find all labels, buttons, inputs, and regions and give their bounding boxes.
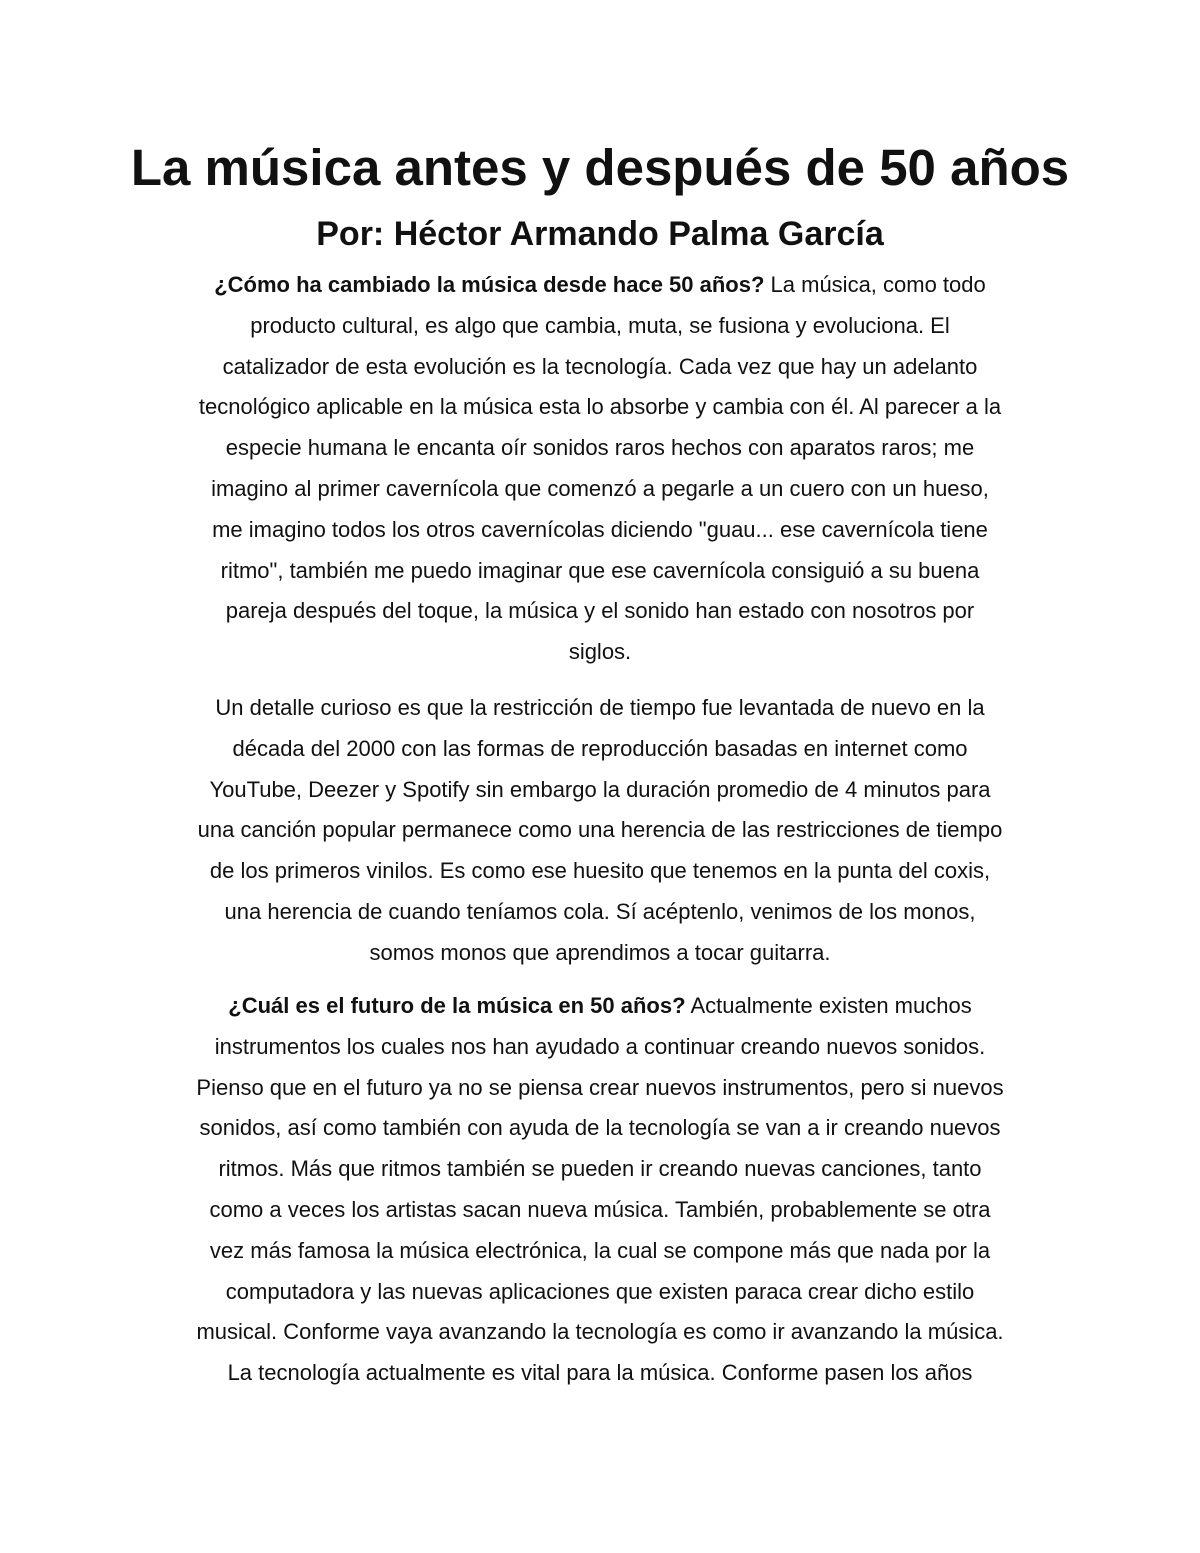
paragraph-1-line: siglos. xyxy=(568,639,632,665)
paragraph-1-line-rest: La música, como todo xyxy=(764,272,986,297)
paragraph-1-line: especie humana le encanta oír sonidos raros hechos con aparatos raros; me xyxy=(225,435,975,461)
paragraph-1-line: catalizador de esta evolución es la tecnología. Cada vez que hay un adelanto xyxy=(222,353,978,379)
paragraph-3-line: como a veces los artistas sacan nueva música. También, probablemente se otra xyxy=(209,1196,991,1222)
paragraph-2-line: Un detalle curioso es que la restricción de tiempo fue levantada de nuevo en la xyxy=(215,695,985,720)
paragraph-3-line: Pienso que en el futuro ya no se piensa crear nuevos instrumentos, pero si nuevos xyxy=(196,1074,1004,1100)
document-author: Por: Héctor Armando Palma García xyxy=(316,215,884,253)
last-line-word: actualmente xyxy=(365,1360,486,1386)
paragraph-3-line: computadora y las nuevas aplicaciones que existen paraca crear dicho estilo xyxy=(225,1278,975,1304)
paragraph-3-line: vez más famosa la música electrónica, la cual se compone más que nada por la xyxy=(209,1237,991,1263)
paragraph-3-line: instrumentos los cuales nos han ayudado a continuar creando nuevos sonidos. xyxy=(214,1033,986,1059)
last-line-word: música. Conforme pasen los años xyxy=(639,1360,973,1386)
paragraph-2-line: somos monos que aprendimos a tocar guitarra. xyxy=(369,939,831,965)
paragraph-1-line: pareja después del toque, la música y el sonido han estado con nosotros por xyxy=(225,598,975,624)
paragraph-2-line: década del 2000 con las formas de reproducción basadas en internet como xyxy=(232,735,968,761)
paragraph-2-line: YouTube, Deezer y Spotify sin embargo la duración promedio de 4 minutos para xyxy=(209,776,991,802)
paragraph-1-line: tecnológico aplicable en la música esta lo absorbe y cambia con él. Al parecer a la xyxy=(198,394,1002,420)
paragraph-2-line: de los primeros vinilos. Es como ese huesito que tenemos en la punta del coxis, xyxy=(209,858,991,884)
paragraph-3-last-line xyxy=(160,1353,1040,1394)
last-line-word: vital xyxy=(521,1360,561,1386)
paragraph-2-line: una canción popular permanece como una herencia de las restricciones de tiempo xyxy=(197,817,1003,843)
paragraph-2-line: una herencia de cuando teníamos cola. Sí acéptenlo, venimos de los monos, xyxy=(224,898,976,924)
paragraph-3-line xyxy=(160,986,1040,1027)
last-line-word: es xyxy=(491,1360,516,1386)
paragraph-1-line: producto cultural, es algo que cambia, muta, se fusiona y evoluciona. El xyxy=(250,312,950,338)
paragraph-2 xyxy=(160,688,1040,974)
paragraph-1-line xyxy=(160,265,1040,306)
paragraph-1-line: me imagino todos los otros cavernícolas diciendo "guau... ese cavernícola tiene xyxy=(212,516,988,542)
last-line-word: La tecnología xyxy=(227,1360,360,1386)
paragraph-3 xyxy=(160,986,1040,1394)
last-line-word: para la xyxy=(566,1360,634,1386)
paragraph-1-line: ritmo", también me puedo imaginar que ese cavernícola consiguió a su buena xyxy=(220,557,980,583)
paragraph-3-line: sonidos, así como también con ayuda de la tecnología se van a ir creando nuevos xyxy=(199,1115,1001,1141)
paragraph-1 xyxy=(160,265,1040,673)
question-heading-2: ¿Cuál es el futuro de la música en 50 años? xyxy=(228,993,686,1018)
paragraph-3-line: ritmos. Más que ritmos también se pueden ir creando nuevas canciones, tanto xyxy=(218,1156,982,1182)
paragraph-3-line-rest: Actualmente existen muchos xyxy=(685,993,972,1018)
question-heading-1: ¿Cómo ha cambiado la música desde hace 50 años? xyxy=(214,272,765,297)
paragraph-1-line: imagino al primer cavernícola que comenzó a pegarle a un cuero con un hueso, xyxy=(211,475,989,501)
paragraph-3-line: musical. Conforme vaya avanzando la tecnología es como ir avanzando la música. xyxy=(196,1319,1004,1345)
document-title: La música antes y después de 50 años xyxy=(130,139,1070,196)
